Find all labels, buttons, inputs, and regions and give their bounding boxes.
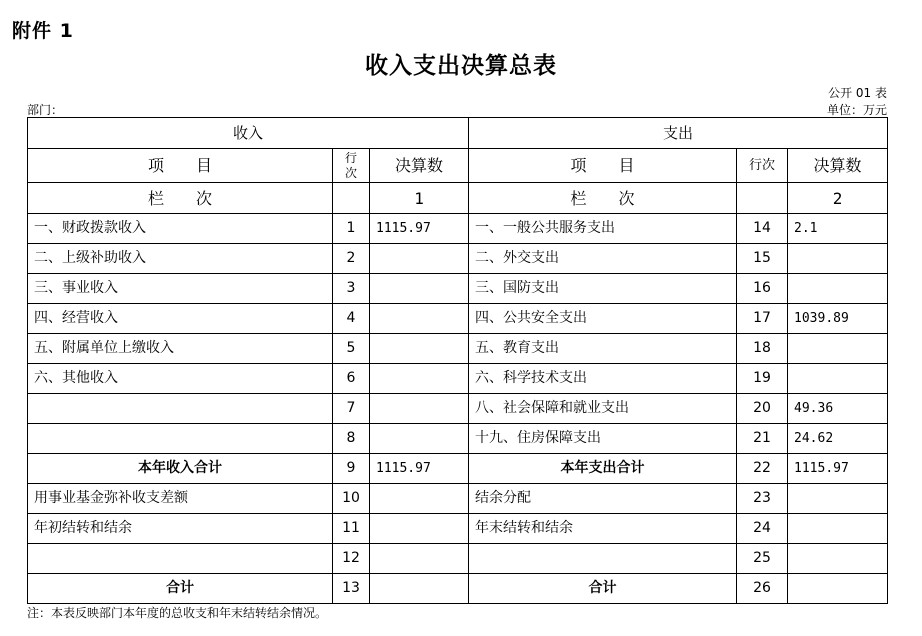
expense-item: 十九、住房保障支出 xyxy=(469,424,737,454)
table-row xyxy=(28,484,888,514)
expense-row-number: 14 xyxy=(737,214,788,244)
table-row xyxy=(28,274,888,304)
expense-row-number: 20 xyxy=(737,394,788,424)
income-row-number: 9 xyxy=(333,454,370,484)
table-row xyxy=(28,334,888,364)
expense-year-total-label: 本年支出合计 xyxy=(469,454,737,484)
expense-row-number: 24 xyxy=(737,514,788,544)
expense-column-empty xyxy=(737,183,788,214)
expense-item xyxy=(469,544,737,574)
income-year-total-label: 本年收入合计 xyxy=(28,454,333,484)
income-section-header: 收入 xyxy=(28,118,469,149)
expense-item: 八、社会保障和就业支出 xyxy=(469,394,737,424)
income-row-number: 12 xyxy=(333,544,370,574)
income-row-number: 13 xyxy=(333,574,370,604)
table-row xyxy=(28,244,888,274)
table-row xyxy=(28,304,888,334)
expense-amount: 49.36 xyxy=(788,394,888,424)
expense-amount xyxy=(788,244,888,274)
expense-row-number: 22 xyxy=(737,454,788,484)
expense-row-number: 23 xyxy=(737,484,788,514)
income-amount xyxy=(370,274,469,304)
form-code: 公开 01 表 xyxy=(828,86,887,100)
income-row-number: 5 xyxy=(333,334,370,364)
expense-row-number: 19 xyxy=(737,364,788,394)
expense-row-number: 25 xyxy=(737,544,788,574)
expense-row-number: 16 xyxy=(737,274,788,304)
income-amount xyxy=(370,244,469,274)
expense-amount: 1039.89 xyxy=(788,304,888,334)
income-item xyxy=(28,424,333,454)
expense-amount xyxy=(788,334,888,364)
expense-item: 三、国防支出 xyxy=(469,274,737,304)
expense-item: 一、一般公共服务支出 xyxy=(469,214,737,244)
income-item: 三、事业收入 xyxy=(28,274,333,304)
table-row xyxy=(28,544,888,574)
expense-row-number: 15 xyxy=(737,244,788,274)
income-amount xyxy=(370,394,469,424)
table-row xyxy=(28,364,888,394)
income-row-number: 10 xyxy=(333,484,370,514)
table-row xyxy=(28,424,888,454)
income-amount xyxy=(370,484,469,514)
income-item: 用事业基金弥补收支差额 xyxy=(28,484,333,514)
expense-row-number: 18 xyxy=(737,334,788,364)
income-item-header: 项 目 xyxy=(28,149,333,183)
expense-amount-header: 决算数 xyxy=(788,149,888,183)
income-item: 六、其他收入 xyxy=(28,364,333,394)
expense-item-header: 项 目 xyxy=(469,149,737,183)
income-row-number: 11 xyxy=(333,514,370,544)
income-row-number: 1 xyxy=(333,214,370,244)
expense-amount xyxy=(788,364,888,394)
expense-item: 年末结转和结余 xyxy=(469,514,737,544)
income-item xyxy=(28,544,333,574)
expense-amount xyxy=(788,544,888,574)
income-rownum-header: 行 次 xyxy=(333,149,370,183)
unit-label: 单位：万元 xyxy=(826,103,887,117)
expense-row-number: 21 xyxy=(737,424,788,454)
income-amount xyxy=(370,514,469,544)
income-item: 五、附属单位上缴收入 xyxy=(28,334,333,364)
income-row-number: 7 xyxy=(333,394,370,424)
expense-row-number: 17 xyxy=(737,304,788,334)
income-column-label: 栏 次 xyxy=(28,183,333,214)
expense-amount xyxy=(788,514,888,544)
table-row xyxy=(28,514,888,544)
expense-grand-total-label: 合计 xyxy=(469,574,737,604)
income-item: 年初结转和结余 xyxy=(28,514,333,544)
column-number-row xyxy=(28,183,888,214)
attachment-label: 附件 1 xyxy=(12,20,74,42)
expense-item: 六、科学技术支出 xyxy=(469,364,737,394)
department-label: 部门： xyxy=(27,103,64,117)
income-row-number: 4 xyxy=(333,304,370,334)
income-amount xyxy=(370,544,469,574)
expense-rownum-header: 行次 xyxy=(737,149,788,183)
expense-amount: 2.1 xyxy=(788,214,888,244)
income-amount xyxy=(370,334,469,364)
income-amount xyxy=(370,364,469,394)
table-row xyxy=(28,394,888,424)
expense-grand-total-amount xyxy=(788,574,888,604)
income-year-total-amount: 1115.97 xyxy=(370,454,469,484)
income-item xyxy=(28,394,333,424)
expense-amount xyxy=(788,274,888,304)
page-title: 收入支出决算总表 xyxy=(365,53,557,79)
expense-item: 结余分配 xyxy=(469,484,737,514)
income-row-number: 2 xyxy=(333,244,370,274)
expense-section-header: 支出 xyxy=(469,118,888,149)
income-grand-total-label: 合计 xyxy=(28,574,333,604)
grand-total-row xyxy=(28,574,888,604)
income-item: 一、财政拨款收入 xyxy=(28,214,333,244)
section-header-row xyxy=(28,118,888,149)
income-amount: 1115.97 xyxy=(370,214,469,244)
income-amount-header: 决算数 xyxy=(370,149,469,183)
income-row-number: 3 xyxy=(333,274,370,304)
income-item: 二、上级补助收入 xyxy=(28,244,333,274)
expense-item: 四、公共安全支出 xyxy=(469,304,737,334)
expense-amount xyxy=(788,484,888,514)
income-amount xyxy=(370,304,469,334)
income-row-number: 8 xyxy=(333,424,370,454)
column-header-row xyxy=(28,149,888,183)
table-row xyxy=(28,214,888,244)
footnote: 注：本表反映部门本年度的总收支和年末结转结余情况。 xyxy=(27,606,328,620)
expense-column-number: 2 xyxy=(788,183,888,214)
income-amount xyxy=(370,424,469,454)
income-row-number: 6 xyxy=(333,364,370,394)
income-grand-total-amount xyxy=(370,574,469,604)
expense-column-label: 栏 次 xyxy=(469,183,737,214)
expense-item: 二、外交支出 xyxy=(469,244,737,274)
income-item: 四、经营收入 xyxy=(28,304,333,334)
income-column-empty xyxy=(333,183,370,214)
year-total-row xyxy=(28,454,888,484)
income-column-number: 1 xyxy=(370,183,469,214)
expense-item: 五、教育支出 xyxy=(469,334,737,364)
expense-row-number: 26 xyxy=(737,574,788,604)
expense-amount: 24.62 xyxy=(788,424,888,454)
expense-year-total-amount: 1115.97 xyxy=(788,454,888,484)
budget-summary-table xyxy=(27,117,888,604)
